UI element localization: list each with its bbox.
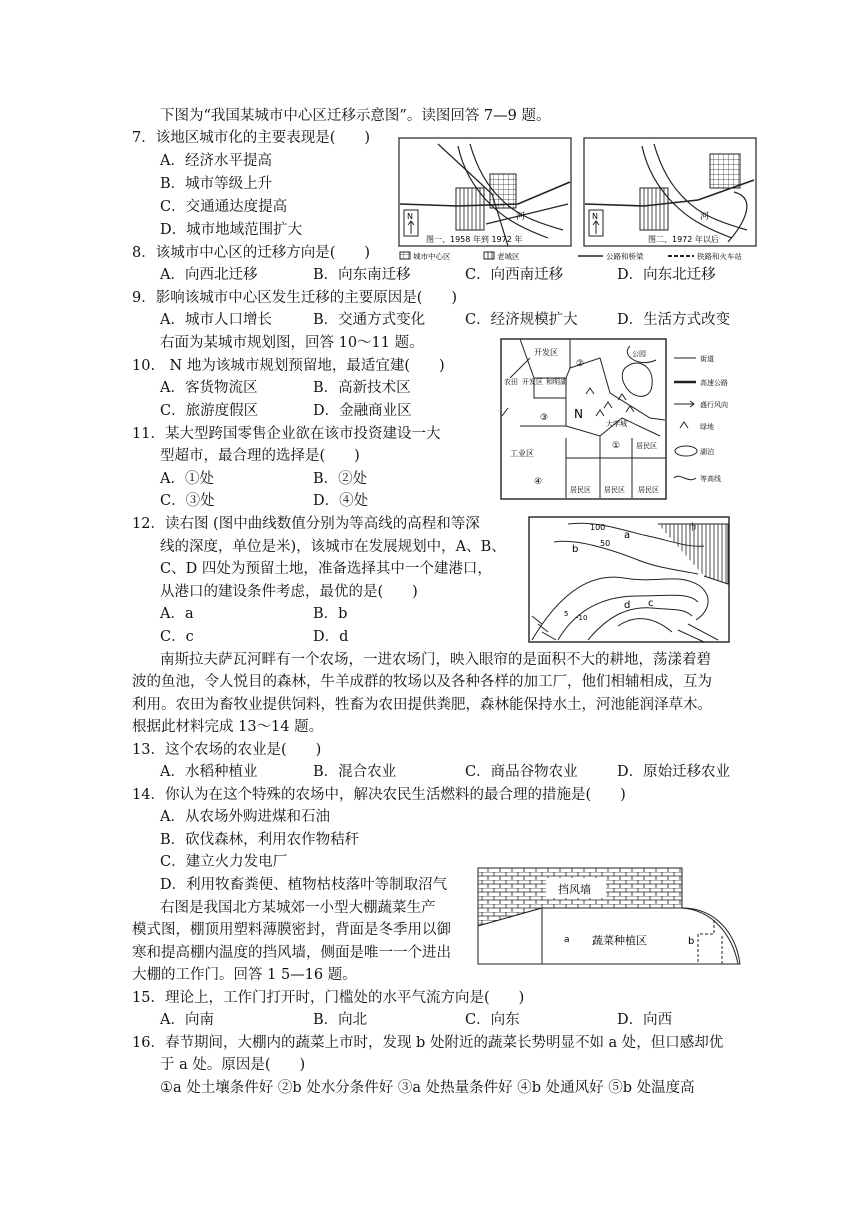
q12-stem-line4: 从港口的建设条件考虑，最优的是( ): [160, 584, 418, 600]
q13-option-d: D．原始迁移农业: [617, 764, 731, 780]
q9-option-b: B．交通方式变化: [313, 312, 426, 328]
q13-option-a: A．水稻种植业: [160, 764, 258, 780]
windbreak-wall-label: 挡风墙: [558, 883, 591, 896]
q15-option-a: A．向南: [160, 1012, 214, 1028]
planning-legend: [674, 354, 728, 483]
q10-option-b: B．高新技术区: [313, 380, 411, 396]
q12-option-d: D．d: [313, 629, 349, 645]
svg-text:城市中心区: 城市中心区: [413, 252, 451, 261]
svg-text:绿地: 绿地: [700, 423, 714, 431]
q14-option-d: D．利用牧畜粪便、植物枯枝落叶等制取沼气: [160, 877, 448, 893]
svg-text:公园: 公园: [632, 350, 646, 358]
vegetable-area-label: 蔬菜种植区: [592, 934, 647, 947]
q7-option-c: C．交通通达度提高: [160, 199, 288, 215]
svg-text:a: a: [624, 530, 631, 541]
svg-text:-10: -10: [576, 614, 588, 622]
q12-stem-line1: 12．读右图 (图中曲线数值分别为等高线的高程和等深: [132, 516, 480, 532]
q7-option-b: B．城市等级上升: [160, 176, 273, 192]
river-label-left: 河: [516, 212, 526, 222]
svg-text:c: c: [648, 598, 654, 609]
intro-7-9: 下图为“我国某城市中心区迁移示意图”。读图回答 7—9 题。: [160, 108, 551, 124]
q8-option-b: B．向东南迁移: [313, 267, 411, 283]
passage-line2: 波的鱼池，令人悦目的森林，牛羊成群的牧场以及各种各样的加工厂，他们相辅相成，互为: [132, 674, 712, 690]
svg-text:居民区: 居民区: [570, 486, 591, 494]
harbor-contour-map: [528, 516, 730, 643]
q15-option-b: B．向北: [313, 1012, 368, 1028]
svg-text:a: a: [564, 935, 570, 945]
passage-line1: 南斯拉夫萨瓦河畔有一个农场，一进农场门，映入眼帘的是面积不大的耕地，荡漾着碧: [160, 652, 711, 668]
svg-text:④: ④: [534, 477, 543, 487]
svg-text:①: ①: [612, 441, 621, 451]
q14-stem: 14．你认为在这个特殊的农场中，解决农民生活燃料的最合理的措施是( ): [132, 787, 626, 803]
svg-text:50: 50: [600, 539, 611, 548]
q13-stem: 13．这个农场的农业是( ): [132, 742, 322, 758]
q15-option-d: D．向西: [617, 1012, 673, 1028]
svg-text:农田: 农田: [504, 378, 518, 386]
q14-option-a: A．从农场外购进煤和石油: [160, 809, 330, 825]
q11-option-d: D．④处: [313, 493, 369, 509]
svg-text:湖泊: 湖泊: [700, 448, 714, 456]
q15-option-c: C．向东: [465, 1012, 520, 1028]
svg-text:b: b: [572, 544, 579, 555]
map-legend: [400, 251, 742, 261]
q7-stem: 7．该地区城市化的主要表现是( ): [132, 130, 371, 146]
q8-option-a: A．向西北迁移: [160, 267, 258, 283]
svg-text:市: 市: [688, 523, 698, 533]
svg-text:开发区: 开发区: [534, 348, 558, 357]
q11-option-b: B．②处: [313, 471, 368, 487]
q12-stem-line3: C、D 四处为预留土地，准备选择其中一个建港口，: [160, 561, 492, 577]
svg-text:b: b: [688, 936, 695, 947]
intro-15-16-line3: 寒和提高棚内温度的挡风墙，侧面是唯一一个进出: [132, 945, 451, 961]
svg-text:大学城: 大学城: [606, 420, 627, 428]
svg-text:5: 5: [564, 610, 569, 618]
q11-stem-line1: 11．某大型跨国零售企业欲在该市投资建设一大: [132, 426, 441, 442]
svg-text:高速公路: 高速公路: [700, 379, 728, 387]
q13-option-b: B．混合农业: [313, 764, 397, 780]
svg-text:公路和桥梁: 公路和桥梁: [606, 252, 644, 261]
q16-options: ①a 处土壤条件好 ②b 处水分条件好 ③a 处热量条件好 ④b 处通风好 ⑤b 处温度高: [160, 1080, 695, 1096]
q13-option-c: C．商品谷物农业: [465, 764, 578, 780]
svg-text:居民区: 居民区: [638, 486, 659, 494]
map-panel-after-1972: [584, 138, 756, 246]
q9-option-a: A．城市人口增长: [160, 312, 272, 328]
intro-15-16-line1: 右图是我国北方某城郊一小型大棚蔬菜生产: [160, 900, 436, 916]
q9-option-d: D．生活方式改变: [617, 312, 731, 328]
q11-option-c: C．③处: [160, 493, 215, 509]
svg-text:工业区: 工业区: [510, 449, 534, 458]
svg-text:老城区: 老城区: [497, 252, 520, 261]
river-label-right: 河: [700, 212, 710, 222]
q10-option-c: C．旅游度假区: [160, 403, 259, 419]
q8-option-c: C．向西南迁移: [465, 267, 564, 283]
svg-text:街道: 街道: [700, 355, 714, 363]
city-center-migration-figure: [398, 134, 760, 262]
q9-option-c: C．经济规模扩大: [465, 312, 578, 328]
svg-text:居民区: 居民区: [604, 486, 625, 494]
svg-text:开发区: 开发区: [522, 378, 543, 386]
q8-stem: 8．该城市中心区的迁移方向是( ): [132, 245, 371, 261]
q12-option-a: A．a: [160, 606, 194, 622]
svg-text:等高线: 等高线: [700, 475, 721, 483]
q7-option-a: A．经济水平提高: [160, 153, 272, 169]
intro-15-16-line4: 大棚的工作门。回答 1 5—16 题。: [132, 967, 357, 983]
svg-text:N: N: [407, 212, 413, 221]
passage-line3: 利用。农田为畜牧业提供饲料，牲畜为农田提供粪肥，森林能保持水土，河池能润泽草木。: [132, 697, 712, 713]
passage-line4: 根据此材料完成 13～14 题。: [132, 719, 324, 735]
q16-stem-line2: 于 a 处。原因是( ): [160, 1057, 306, 1073]
q14-option-c: C．建立火力发电厂: [160, 854, 288, 870]
q11-option-a: A．①处: [160, 471, 214, 487]
q12-stem-line2: 线的深度，单位是米)，该城市在发展规划中，A、B、: [160, 539, 506, 555]
svg-text:②: ②: [576, 359, 585, 369]
caption-left: 图一、1958 年到 1972 年: [426, 235, 523, 244]
intro-10-11: 右面为某城市规划图，回答 10～11 题。: [160, 335, 424, 351]
q14-option-b: B．砍伐森林，利用农作物秸秆: [160, 832, 360, 848]
q11-stem-line2: 型超市，最合理的选择是( ): [160, 448, 360, 464]
svg-text:③: ③: [540, 413, 549, 423]
q16-stem-line1: 16．春节期间，大棚内的蔬菜上市时，发现 b 处附近的蔬菜长势明显不如 a 处，但口感却优: [132, 1035, 724, 1051]
svg-text:N: N: [574, 407, 583, 421]
caption-right: 图二、1972 年以后: [648, 235, 719, 244]
q10-option-d: D．金融商业区: [313, 403, 412, 419]
city-planning-map: [500, 338, 732, 500]
svg-text:N: N: [592, 212, 598, 221]
q12-option-b: B．b: [313, 606, 348, 622]
q7-option-d: D．城市地域范围扩大: [160, 222, 303, 238]
q9-stem: 9．影响该城市中心区发生迁移的主要原因是( ): [132, 290, 458, 306]
svg-text:d: d: [624, 600, 631, 611]
svg-text:铁路和火车站: 铁路和火车站: [697, 252, 742, 261]
svg-text:盛行风向: 盛行风向: [700, 401, 728, 409]
svg-text:和明湖: 和明湖: [546, 378, 567, 386]
greenhouse-diagram: [476, 864, 744, 966]
q15-stem: 15．理论上，工作门打开时，门槛处的水平气流方向是( ): [132, 990, 525, 1006]
q8-option-d: D．向东北迁移: [617, 267, 716, 283]
svg-text:100: 100: [590, 523, 606, 532]
q10-stem: 10. N 地为该城市规划预留地，最适宜建( ): [132, 358, 445, 374]
map-panel-1958-1972: [399, 138, 571, 246]
svg-text:居民区: 居民区: [636, 442, 657, 450]
q12-option-c: C．c: [160, 629, 194, 645]
q10-option-a: A．客货物流区: [160, 380, 258, 396]
intro-15-16-line2: 模式图，棚顶用塑料薄膜密封，背面是冬季用以御: [132, 922, 451, 938]
